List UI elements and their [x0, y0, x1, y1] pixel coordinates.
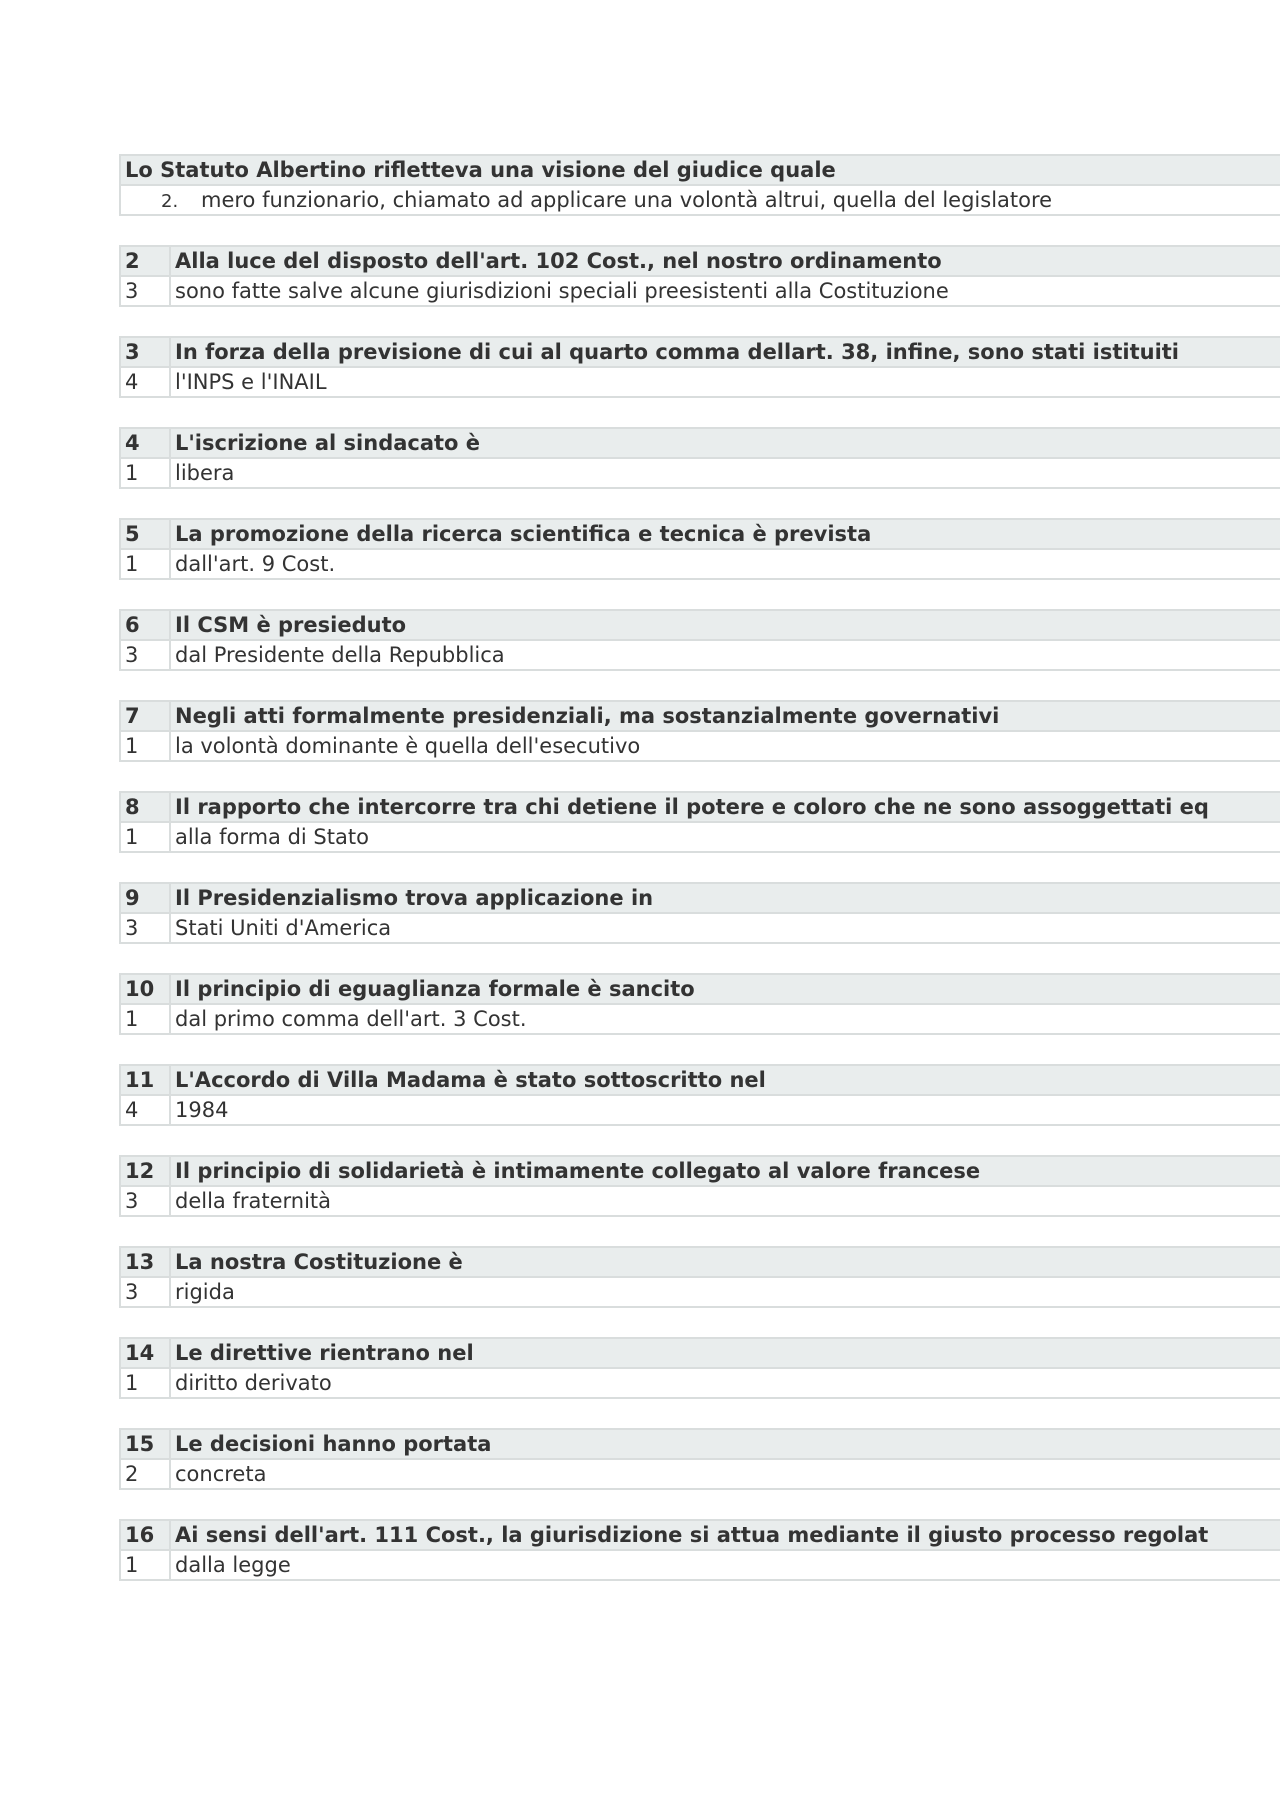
question-number: 4: [120, 428, 170, 458]
question-text: Lo Statuto Albertino rifletteva una visione del giudice quale: [120, 155, 1280, 185]
question-text: Negli atti formalmente presidenziali, ma sostanzialmente governativi: [170, 701, 1280, 731]
question-row: [120, 1338, 1280, 1368]
question-number: 6: [120, 610, 170, 640]
question-row: [120, 610, 1280, 640]
answer-row: [120, 1368, 1280, 1398]
question-number: 14: [120, 1338, 170, 1368]
question-block-3: [119, 336, 1280, 398]
answer-text: mero funzionario, chiamato ad applicare una volontà altrui, quella del legislatore: [201, 188, 1053, 212]
answer-row: [120, 913, 1280, 943]
question-table: [119, 700, 1280, 762]
question-block-2: [119, 245, 1280, 307]
question-text: In forza della previsione di cui al quarto comma dellart. 38, infine, sono stati istituiti: [170, 337, 1280, 367]
answer-text: alla forma di Stato: [170, 822, 1280, 852]
question-text: L'iscrizione al sindacato è: [170, 428, 1280, 458]
question-text: Il principio di eguaglianza formale è sancito: [170, 974, 1280, 1004]
question-row: [120, 974, 1280, 1004]
question-table: [119, 791, 1280, 853]
question-number: 9: [120, 883, 170, 913]
question-number: 11: [120, 1065, 170, 1095]
answer-text: dal primo comma dell'art. 3 Cost.: [170, 1004, 1280, 1034]
answer-number: 1: [120, 1550, 170, 1580]
question-row: [120, 792, 1280, 822]
answer-text: dall'art. 9 Cost.: [170, 549, 1280, 579]
question-table: [119, 1337, 1280, 1399]
question-block-6: [119, 609, 1280, 671]
question-number: 15: [120, 1429, 170, 1459]
question-text: Le direttive rientrano nel: [170, 1338, 1280, 1368]
question-row: [120, 883, 1280, 913]
question-number: 8: [120, 792, 170, 822]
question-text: La promozione della ricerca scientifica e tecnica è prevista: [170, 519, 1280, 549]
answer-text: della fraternità: [170, 1186, 1280, 1216]
answer-cell: [120, 185, 1280, 215]
answer-number: 1: [120, 549, 170, 579]
answer-row: [120, 731, 1280, 761]
question-table: [119, 1155, 1280, 1217]
question-text: Le decisioni hanno portata: [170, 1429, 1280, 1459]
answer-text: dal Presidente della Repubblica: [170, 640, 1280, 670]
answer-text: dalla legge: [170, 1550, 1280, 1580]
answer-row: [120, 458, 1280, 488]
question-block-7: [119, 700, 1280, 762]
answer-row: [120, 1459, 1280, 1489]
question-table: [119, 427, 1280, 489]
question-table: [119, 245, 1280, 307]
question-number: 12: [120, 1156, 170, 1186]
question-table: [119, 1428, 1280, 1490]
question-row: [120, 428, 1280, 458]
answer-row: [120, 276, 1280, 306]
answer-text: rigida: [170, 1277, 1280, 1307]
question-block-8: [119, 791, 1280, 853]
question-row: [120, 155, 1280, 185]
answer-number: 1: [120, 731, 170, 761]
question-row: [120, 246, 1280, 276]
question-block-9: [119, 882, 1280, 944]
question-number: 2: [120, 246, 170, 276]
question-block-1: [119, 154, 1280, 216]
question-row: [120, 701, 1280, 731]
answer-row: [120, 1550, 1280, 1580]
answer-text: la volontà dominante è quella dell'esecutivo: [170, 731, 1280, 761]
answer-number: 1: [120, 1368, 170, 1398]
question-block-15: [119, 1428, 1280, 1490]
answer-text: l'INPS e l'INAIL: [170, 367, 1280, 397]
question-table: [119, 518, 1280, 580]
question-row: [120, 1520, 1280, 1550]
question-table: [119, 1064, 1280, 1126]
question-text: Alla luce del disposto dell'art. 102 Cost., nel nostro ordinamento: [170, 246, 1280, 276]
question-block-12: [119, 1155, 1280, 1217]
question-block-4: [119, 427, 1280, 489]
question-row: [120, 1156, 1280, 1186]
question-table: [119, 336, 1280, 398]
answer-number: 3: [120, 276, 170, 306]
question-block-10: [119, 973, 1280, 1035]
question-text: L'Accordo di Villa Madama è stato sottoscritto nel: [170, 1065, 1280, 1095]
answer-text: 1984: [170, 1095, 1280, 1125]
answer-row: [120, 1186, 1280, 1216]
answer-number: 4: [120, 1095, 170, 1125]
question-text: Ai sensi dell'art. 111 Cost., la giurisdizione si attua mediante il giusto processo regolat: [170, 1520, 1280, 1550]
question-number: 3: [120, 337, 170, 367]
question-text: Il CSM è presieduto: [170, 610, 1280, 640]
question-row: [120, 1429, 1280, 1459]
question-block-14: [119, 1337, 1280, 1399]
question-row: [120, 337, 1280, 367]
question-row: [120, 1065, 1280, 1095]
answer-text: diritto derivato: [170, 1368, 1280, 1398]
question-row: [120, 519, 1280, 549]
question-text: Il Presidenzialismo trova applicazione in: [170, 883, 1280, 913]
answer-text: concreta: [170, 1459, 1280, 1489]
answer-text: sono fatte salve alcune giurisdizioni speciali preesistenti alla Costituzione: [170, 276, 1280, 306]
answer-row: [120, 549, 1280, 579]
answer-number: 1: [120, 1004, 170, 1034]
question-number: 13: [120, 1247, 170, 1277]
question-text: La nostra Costituzione è: [170, 1247, 1280, 1277]
question-row: [120, 1247, 1280, 1277]
question-table: [119, 973, 1280, 1035]
answer-row: [120, 1277, 1280, 1307]
answer-row: [120, 185, 1280, 215]
answer-number: 3: [120, 640, 170, 670]
question-list: [119, 154, 1280, 1581]
answer-row: [120, 1095, 1280, 1125]
question-number: 7: [120, 701, 170, 731]
answer-row: [120, 822, 1280, 852]
answer-list-marker: 2.: [161, 191, 179, 212]
answer-text: libera: [170, 458, 1280, 488]
question-block-13: [119, 1246, 1280, 1308]
answer-number: 3: [120, 1277, 170, 1307]
answer-text: Stati Uniti d'America: [170, 913, 1280, 943]
answer-number: 4: [120, 367, 170, 397]
answer-number: 1: [120, 458, 170, 488]
question-block-16: [119, 1519, 1280, 1581]
question-block-5: [119, 518, 1280, 580]
question-number: 10: [120, 974, 170, 1004]
question-table: [119, 882, 1280, 944]
question-table: [119, 1519, 1280, 1581]
answer-number: 1: [120, 822, 170, 852]
answer-number: 3: [120, 1186, 170, 1216]
question-text: Il rapporto che intercorre tra chi detiene il potere e coloro che ne sono assoggettati eq: [170, 792, 1280, 822]
question-number: 5: [120, 519, 170, 549]
question-number: 16: [120, 1520, 170, 1550]
answer-row: [120, 1004, 1280, 1034]
question-table: [119, 1246, 1280, 1308]
answer-number: 2: [120, 1459, 170, 1489]
question-table: [119, 609, 1280, 671]
question-text: Il principio di solidarietà è intimamente collegato al valore francese: [170, 1156, 1280, 1186]
answer-number: 3: [120, 913, 170, 943]
answer-row: [120, 367, 1280, 397]
question-block-11: [119, 1064, 1280, 1126]
answer-row: [120, 640, 1280, 670]
question-table: [119, 154, 1280, 216]
